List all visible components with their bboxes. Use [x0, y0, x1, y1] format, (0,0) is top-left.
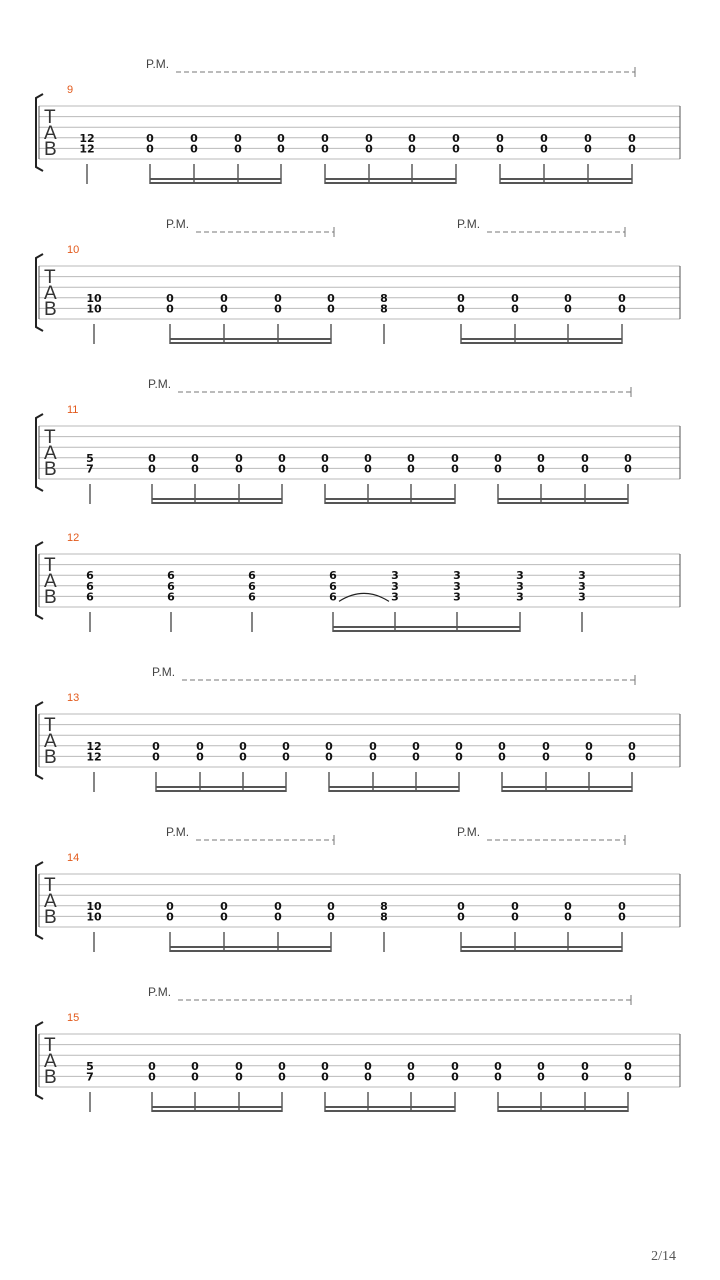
- fret-number: 0: [277, 142, 285, 156]
- fret-number: 0: [494, 462, 502, 476]
- palm-mute-label: P.M.: [166, 825, 190, 839]
- fret-number: 0: [618, 910, 626, 924]
- fret-number: 0: [364, 462, 372, 476]
- fret-number: 7: [86, 462, 94, 476]
- measure-number: 9: [67, 84, 74, 96]
- fret-number: 0: [166, 291, 174, 305]
- fret-number: 0: [407, 1070, 415, 1084]
- fret-number: 3: [453, 590, 461, 604]
- fret-number: 0: [364, 1059, 372, 1073]
- fret-number: 0: [498, 739, 506, 753]
- fret-number: 3: [391, 569, 399, 583]
- fret-number: 0: [564, 291, 572, 305]
- fret-number: 10: [86, 899, 102, 913]
- fret-number: 0: [148, 1059, 156, 1073]
- fret-number: 3: [578, 579, 586, 593]
- fret-number: 0: [364, 451, 372, 465]
- fret-number: 0: [321, 1070, 329, 1084]
- fret-number: 0: [196, 750, 204, 764]
- fret-number: 0: [282, 739, 290, 753]
- fret-number: 0: [166, 899, 174, 913]
- slur-arc: [339, 593, 389, 601]
- fret-number: 0: [235, 462, 243, 476]
- fret-number: 0: [540, 131, 548, 145]
- fret-number: 0: [624, 462, 632, 476]
- fret-number: 0: [327, 291, 335, 305]
- fret-number: 0: [624, 451, 632, 465]
- tab-clef-letter: T: [44, 1035, 56, 1056]
- fret-number: 0: [407, 451, 415, 465]
- fret-number: 3: [391, 590, 399, 604]
- fret-number: 0: [452, 131, 460, 145]
- fret-number: 0: [494, 1059, 502, 1073]
- fret-number: 0: [581, 462, 589, 476]
- fret-number: 0: [407, 1059, 415, 1073]
- fret-number: 6: [86, 579, 94, 593]
- tab-clef-letter: A: [44, 1051, 57, 1072]
- fret-number: 6: [329, 579, 337, 593]
- fret-number: 0: [452, 142, 460, 156]
- fret-number: 0: [190, 142, 198, 156]
- fret-number: 3: [578, 590, 586, 604]
- measure-number: 13: [67, 692, 80, 704]
- fret-number: 0: [537, 1070, 545, 1084]
- fret-number: 0: [321, 142, 329, 156]
- fret-number: 0: [451, 462, 459, 476]
- tab-clef-letter: T: [44, 555, 56, 576]
- fret-number: 0: [628, 739, 636, 753]
- fret-number: 0: [274, 899, 282, 913]
- fret-number: 0: [191, 451, 199, 465]
- fret-number: 0: [537, 1059, 545, 1073]
- tab-clef-letter: B: [44, 139, 57, 160]
- fret-number: 0: [628, 750, 636, 764]
- fret-number: 12: [86, 739, 102, 753]
- fret-number: 0: [321, 1059, 329, 1073]
- fret-number: 5: [86, 1059, 94, 1073]
- fret-number: 12: [86, 750, 102, 764]
- fret-number: 10: [86, 302, 102, 316]
- fret-number: 0: [564, 910, 572, 924]
- fret-number: 0: [146, 131, 154, 145]
- fret-number: 0: [327, 899, 335, 913]
- fret-number: 0: [234, 142, 242, 156]
- fret-number: 0: [327, 302, 335, 316]
- tab-clef-letter: A: [44, 123, 57, 144]
- fret-number: 0: [152, 739, 160, 753]
- fret-number: 0: [220, 910, 228, 924]
- fret-number: 0: [191, 1059, 199, 1073]
- fret-number: 0: [496, 131, 504, 145]
- fret-number: 8: [380, 899, 388, 913]
- fret-number: 3: [578, 569, 586, 583]
- fret-number: 0: [564, 302, 572, 316]
- fret-number: 0: [321, 451, 329, 465]
- fret-number: 0: [282, 750, 290, 764]
- fret-number: 0: [511, 910, 519, 924]
- fret-number: 3: [516, 569, 524, 583]
- fret-number: 0: [191, 462, 199, 476]
- fret-number: 0: [494, 451, 502, 465]
- fret-number: 0: [455, 739, 463, 753]
- fret-number: 0: [581, 1059, 589, 1073]
- fret-number: 0: [235, 451, 243, 465]
- tab-clef-letter: T: [44, 107, 56, 128]
- fret-number: 0: [542, 739, 550, 753]
- fret-number: 0: [494, 1070, 502, 1084]
- measure-number: 14: [67, 852, 80, 864]
- fret-number: 6: [167, 569, 175, 583]
- tab-clef-letter: A: [44, 443, 57, 464]
- fret-number: 0: [321, 131, 329, 145]
- fret-number: 12: [79, 142, 95, 156]
- palm-mute-label: P.M.: [148, 985, 172, 999]
- fret-number: 0: [321, 462, 329, 476]
- fret-number: 6: [167, 590, 175, 604]
- fret-number: 0: [628, 131, 636, 145]
- fret-number: 0: [581, 451, 589, 465]
- fret-number: 0: [511, 291, 519, 305]
- fret-number: 0: [408, 131, 416, 145]
- tab-clef-letter: A: [44, 571, 57, 592]
- tab-clef-letter: T: [44, 267, 56, 288]
- fret-number: 0: [235, 1059, 243, 1073]
- tab-clef-letter: T: [44, 875, 56, 896]
- fret-number: 0: [325, 739, 333, 753]
- fret-number: 8: [380, 910, 388, 924]
- fret-number: 0: [220, 899, 228, 913]
- fret-number: 0: [451, 1059, 459, 1073]
- fret-number: 0: [166, 302, 174, 316]
- fret-number: 0: [365, 142, 373, 156]
- fret-number: 0: [369, 739, 377, 753]
- fret-number: 0: [412, 739, 420, 753]
- palm-mute-label: P.M.: [146, 57, 170, 71]
- fret-number: 0: [451, 451, 459, 465]
- tab-clef-letter: B: [44, 299, 57, 320]
- fret-number: 0: [496, 142, 504, 156]
- fret-number: 0: [618, 899, 626, 913]
- fret-number: 0: [278, 462, 286, 476]
- fret-number: 5: [86, 451, 94, 465]
- fret-number: 3: [516, 590, 524, 604]
- fret-number: 0: [235, 1070, 243, 1084]
- fret-number: 6: [248, 579, 256, 593]
- palm-mute-label: P.M.: [148, 377, 172, 391]
- fret-number: 0: [152, 750, 160, 764]
- tab-clef-letter: B: [44, 459, 57, 480]
- fret-number: 0: [542, 750, 550, 764]
- fret-number: 0: [148, 462, 156, 476]
- fret-number: 0: [584, 131, 592, 145]
- fret-number: 0: [457, 899, 465, 913]
- fret-number: 6: [329, 590, 337, 604]
- fret-number: 0: [628, 142, 636, 156]
- measure-number: 11: [67, 404, 79, 416]
- tab-clef-letter: B: [44, 1067, 57, 1088]
- tab-clef-letter: A: [44, 891, 57, 912]
- tab-clef-letter: A: [44, 731, 57, 752]
- fret-number: 6: [167, 579, 175, 593]
- fret-number: 3: [391, 579, 399, 593]
- fret-number: 0: [369, 750, 377, 764]
- palm-mute-label: P.M.: [457, 217, 481, 231]
- fret-number: 0: [274, 302, 282, 316]
- fret-number: 0: [412, 750, 420, 764]
- fret-number: 8: [380, 291, 388, 305]
- fret-number: 0: [618, 291, 626, 305]
- fret-number: 10: [86, 910, 102, 924]
- fret-number: 0: [618, 302, 626, 316]
- fret-number: 0: [196, 739, 204, 753]
- fret-number: 7: [86, 1070, 94, 1084]
- fret-number: 0: [364, 1070, 372, 1084]
- fret-number: 0: [274, 910, 282, 924]
- palm-mute-label: P.M.: [152, 665, 176, 679]
- tab-clef-letter: A: [44, 283, 57, 304]
- fret-number: 0: [278, 1070, 286, 1084]
- measure-number: 15: [67, 1012, 80, 1024]
- fret-number: 0: [365, 131, 373, 145]
- fret-number: 0: [408, 142, 416, 156]
- fret-number: 0: [540, 142, 548, 156]
- tab-clef-letter: B: [44, 907, 57, 928]
- fret-number: 0: [584, 142, 592, 156]
- fret-number: 0: [278, 451, 286, 465]
- fret-number: 0: [624, 1070, 632, 1084]
- fret-number: 0: [239, 739, 247, 753]
- fret-number: 6: [248, 590, 256, 604]
- fret-number: 0: [451, 1070, 459, 1084]
- fret-number: 0: [457, 291, 465, 305]
- fret-number: 0: [274, 291, 282, 305]
- fret-number: 6: [86, 569, 94, 583]
- fret-number: 0: [624, 1059, 632, 1073]
- tab-clef-letter: T: [44, 715, 56, 736]
- fret-number: 0: [537, 451, 545, 465]
- fret-number: 0: [278, 1059, 286, 1073]
- fret-number: 0: [190, 131, 198, 145]
- palm-mute-label: P.M.: [457, 825, 481, 839]
- fret-number: 0: [407, 462, 415, 476]
- fret-number: 6: [248, 569, 256, 583]
- fret-number: 0: [220, 302, 228, 316]
- fret-number: 10: [86, 291, 102, 305]
- fret-number: 6: [86, 590, 94, 604]
- fret-number: 3: [516, 579, 524, 593]
- page-number: 2/14: [651, 1249, 676, 1264]
- fret-number: 0: [511, 899, 519, 913]
- tab-clef-letter: T: [44, 427, 56, 448]
- fret-number: 0: [166, 910, 174, 924]
- fret-number: 12: [79, 131, 95, 145]
- fret-number: 0: [537, 462, 545, 476]
- fret-number: 0: [327, 910, 335, 924]
- measure-number: 12: [67, 532, 80, 544]
- fret-number: 0: [457, 910, 465, 924]
- fret-number: 0: [239, 750, 247, 764]
- fret-number: 8: [380, 302, 388, 316]
- tab-clef-letter: B: [44, 747, 57, 768]
- fret-number: 0: [585, 750, 593, 764]
- fret-number: 0: [220, 291, 228, 305]
- fret-number: 0: [455, 750, 463, 764]
- fret-number: 0: [148, 451, 156, 465]
- tab-clef-letter: B: [44, 587, 57, 608]
- fret-number: 0: [277, 131, 285, 145]
- fret-number: 0: [325, 750, 333, 764]
- fret-number: 3: [453, 579, 461, 593]
- fret-number: 0: [581, 1070, 589, 1084]
- fret-number: 0: [511, 302, 519, 316]
- fret-number: 3: [453, 569, 461, 583]
- fret-number: 0: [498, 750, 506, 764]
- fret-number: 0: [564, 899, 572, 913]
- fret-number: 0: [146, 142, 154, 156]
- fret-number: 0: [148, 1070, 156, 1084]
- fret-number: 0: [234, 131, 242, 145]
- fret-number: 6: [329, 569, 337, 583]
- fret-number: 0: [191, 1070, 199, 1084]
- fret-number: 0: [585, 739, 593, 753]
- measure-number: 10: [67, 244, 80, 256]
- fret-number: 0: [457, 302, 465, 316]
- palm-mute-label: P.M.: [166, 217, 190, 231]
